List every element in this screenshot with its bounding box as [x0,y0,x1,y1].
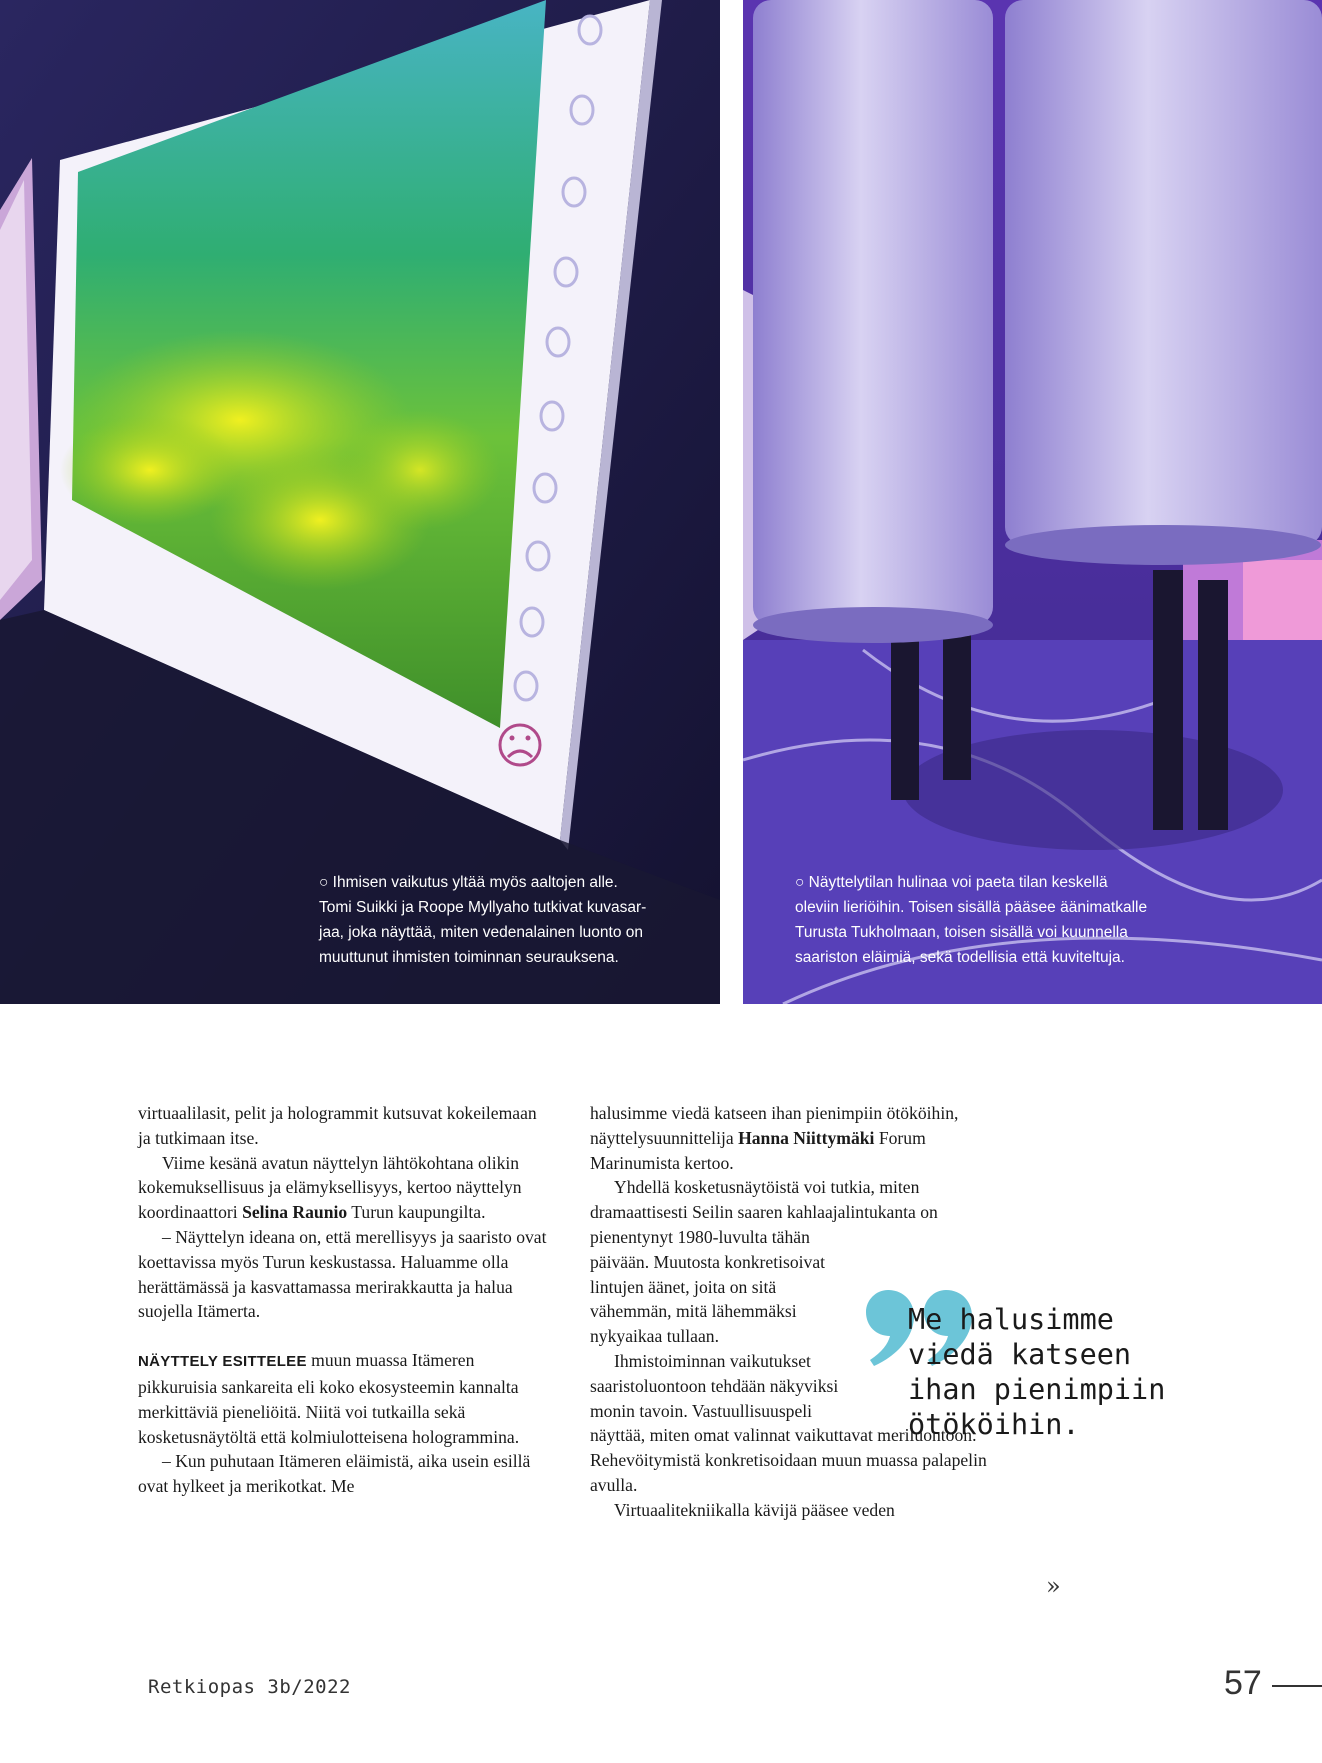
photo-cylinders [743,0,1322,1004]
paragraph: virtuaalilasit, pelit ja hologrammit kutsuvat kokeilemaan ja tutkimaan itse. [138,1103,537,1148]
paragraph-text: muun muassa Itämeren pikkuruisia sankareita eli koko ekosysteemin kannalta merkittäviä pieneliöitä. Niitä voi tutkailla sekä kosketusnäytöltä että kolmiulotteisena hologrammina. [138,1350,520,1447]
paragraph: Virtuaalitekniikalla kävijä pääsee veden [614,1499,895,1520]
paragraph-text: Forum Marinumista kertoo. [590,1127,926,1173]
paragraph-text: halusimme viedä katseen ihan pienimpiin ötököihin, näyttelysuunnittelija [590,1103,959,1148]
paragraph-text: Viime kesänä avatun näyttelyn lähtökohtana olikin kokemuksellisuus ja elämyksellisyys, kertoo näyttelyn koordinaattori [138,1152,522,1223]
person-name: Hanna Niittymäki [738,1127,875,1148]
section-lead-in: NÄYTTELY ESITTELEE [138,1353,307,1371]
paragraph [590,1101,1000,1175]
pull-quote-text: Me halusimme viedä katseen ihan pienimpiin ötököihin. [908,1303,1166,1441]
photo-caption-right: ○ Näyttelytilan hulinaa voi paeta tilan keskellä oleviin lieriöihin. Toisen sisällä pääsee äänimatkalle Turusta Tukholmaan, toisen sisällä voi kuunnella saariston eläimiä, sekä todellisia että kuviteltuja. [795,874,1148,966]
page-number: 57 [1224,1664,1262,1702]
article-column-left [138,1101,550,1499]
paragraph: Yhdellä kosketusnäytöistä voi tutkia, miten dramaattisesti Seilin saaren kahlaajalintukanta on pienentynyt 1980-luvulta tähän [590,1177,938,1247]
photo-underwater-exhibit [0,0,720,1004]
paragraph: näyttää, miten omat valinnat vaikuttavat meriluontoon. Rehevöitymistä konkretisoidaan muun muassa palapelin avulla. [590,1425,987,1495]
footer-rule [1272,1685,1322,1687]
photo-underwater-art [0,0,720,1004]
person-name: Selina Raunio [242,1202,348,1223]
photo-caption-left: ○ Ihmisen vaikutus yltää myös aaltojen alle. Tomi Suikki ja Roope Myllyaho tutkivat kuvasar- jaa, joka näyttää, miten vedenalainen luonto on muuttunut ihmisten toiminnan seurauksena. [319,874,647,966]
publication-issue: Retkiopas 3b/2022 [148,1676,351,1698]
paragraph: Ihmistoiminnan vaikutukset saaristoluontoon tehdään näkyviksi monin tavoin. Vastuullisuuspeli [590,1350,839,1421]
paragraph [138,1151,550,1225]
paragraph-gap [138,1324,550,1348]
photo-listening-cylinders [743,0,1322,1004]
paragraph: päivään. Muutosta konkretisoivat lintujen äänet, joita on sitä vähemmän, mitä lähemmäksi nykyaikaa tullaan. [590,1251,826,1347]
continue-arrow-icon: » [1046,1572,1061,1600]
paragraph [138,1348,550,1449]
paragraph-text: Turun kaupungilta. [347,1202,486,1223]
paragraph: – Kun puhutaan Itämeren eläimistä, aika usein esillä ovat hylkeet ja merikotkat. Me [138,1451,531,1497]
paragraph: – Näyttelyn ideana on, että merellisyys ja saaristo ovat koettavissa myös Turun keskustassa. Haluamme olla herättämässä ja kasvattamassa merirakkautta ja halua suojella Itämerta. [138,1226,547,1322]
